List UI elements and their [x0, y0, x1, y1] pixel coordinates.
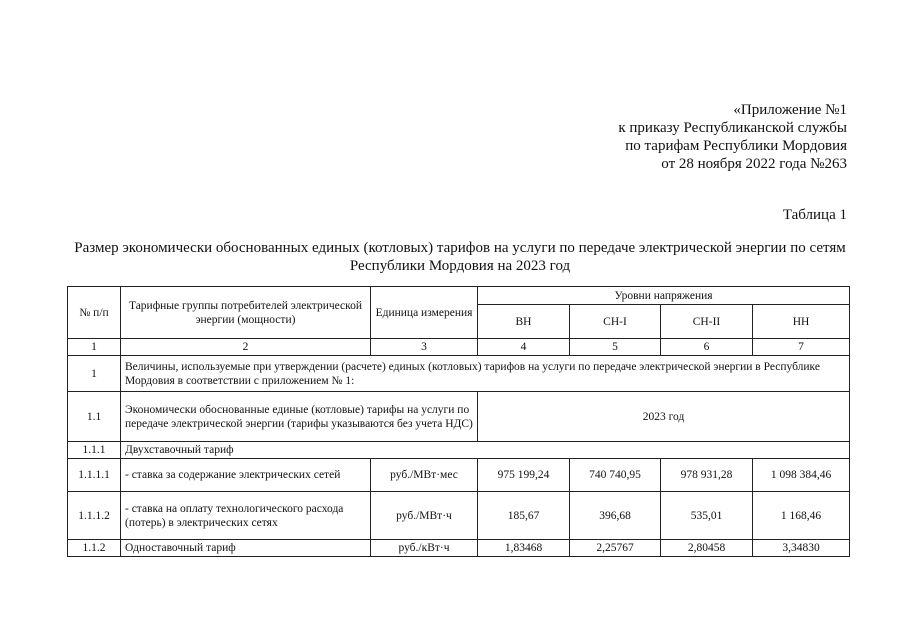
row-num: 1.1.1.2: [68, 492, 121, 540]
document-title: [70, 239, 850, 275]
cell-nn: 3,34830: [753, 540, 850, 557]
column-number: 2: [121, 339, 371, 356]
tariff-table: [67, 286, 850, 557]
row-num: 1.1.1.1: [68, 459, 121, 492]
header-sn2: СН-II: [661, 305, 753, 339]
cell-sn1: 2,25767: [570, 540, 661, 557]
row-num: 1.1: [68, 392, 121, 442]
column-number: 4: [478, 339, 570, 356]
column-number: 6: [661, 339, 753, 356]
cell-sn2: 535,01: [661, 492, 753, 540]
row-num: 1.1.1: [68, 442, 121, 459]
row-text: Одноставочный тариф: [121, 540, 371, 557]
column-number: 5: [570, 339, 661, 356]
cell-sn1: 740 740,95: [570, 459, 661, 492]
header-nn: НН: [753, 305, 850, 339]
cell-sn1: 396,68: [570, 492, 661, 540]
row-unit: руб./МВт·мес: [371, 459, 478, 492]
column-number-row: [68, 339, 850, 356]
header-unit: Единица измерения: [371, 287, 478, 339]
table-row: [68, 442, 850, 459]
table-row: [68, 356, 850, 392]
row-unit: руб./кВт·ч: [371, 540, 478, 557]
header-voltage-levels: Уровни напряжения: [478, 287, 850, 305]
header-num: № п/п: [68, 287, 121, 339]
row-year: 2023 год: [478, 392, 850, 442]
row-text: Величины, используемые при утверждении (расчете) единых (котловых) тарифов на услуги по передаче электрической энергии в Республике Мордовия в соответствии с приложением № 1:: [121, 356, 850, 392]
table-label: Таблица 1: [782, 207, 847, 223]
row-unit: руб./МВт·ч: [371, 492, 478, 540]
table-row: [68, 492, 850, 540]
cell-nn: 1 168,46: [753, 492, 850, 540]
column-number: 3: [371, 339, 478, 356]
row-num: 1: [68, 356, 121, 392]
annex-line-4: от 28 ноября 2022 года №263: [661, 156, 847, 172]
column-number: 7: [753, 339, 850, 356]
header-sn1: СН-I: [570, 305, 661, 339]
annex-reference: [618, 101, 847, 173]
column-number: 1: [68, 339, 121, 356]
row-text: Экономически обоснованные единые (котловые) тарифы на услуги по передаче электрической энергии (тарифы указываются без учета НДС): [121, 392, 478, 442]
cell-sn2: 2,80458: [661, 540, 753, 557]
cell-sn2: 978 931,28: [661, 459, 753, 492]
header-group: Тарифные группы потребителей электрической энергии (мощности): [121, 287, 371, 339]
row-text: - ставка за содержание электрических сетей: [121, 459, 371, 492]
cell-vn: 975 199,24: [478, 459, 570, 492]
table-row: [68, 392, 850, 442]
row-text: - ставка на оплату технологического расхода (потерь) в электрических сетях: [121, 492, 371, 540]
row-num: 1.1.2: [68, 540, 121, 557]
table-row: [68, 540, 850, 557]
row-text: Двухставочный тариф: [121, 442, 850, 459]
annex-line-2: к приказу Республиканской службы: [618, 120, 847, 136]
cell-vn: 185,67: [478, 492, 570, 540]
header-vn: ВН: [478, 305, 570, 339]
annex-line-3: по тарифам Республики Мордовия: [625, 138, 847, 154]
table-row: [68, 459, 850, 492]
title-line-2: Республики Мордовия на 2023 год: [349, 258, 571, 274]
cell-nn: 1 098 384,46: [753, 459, 850, 492]
title-line-1: Размер экономически обоснованных единых (котловых) тарифов на услуги по передаче электрической энергии по сетям: [74, 240, 846, 256]
annex-line-1: «Приложение №1: [733, 102, 847, 118]
cell-vn: 1,83468: [478, 540, 570, 557]
